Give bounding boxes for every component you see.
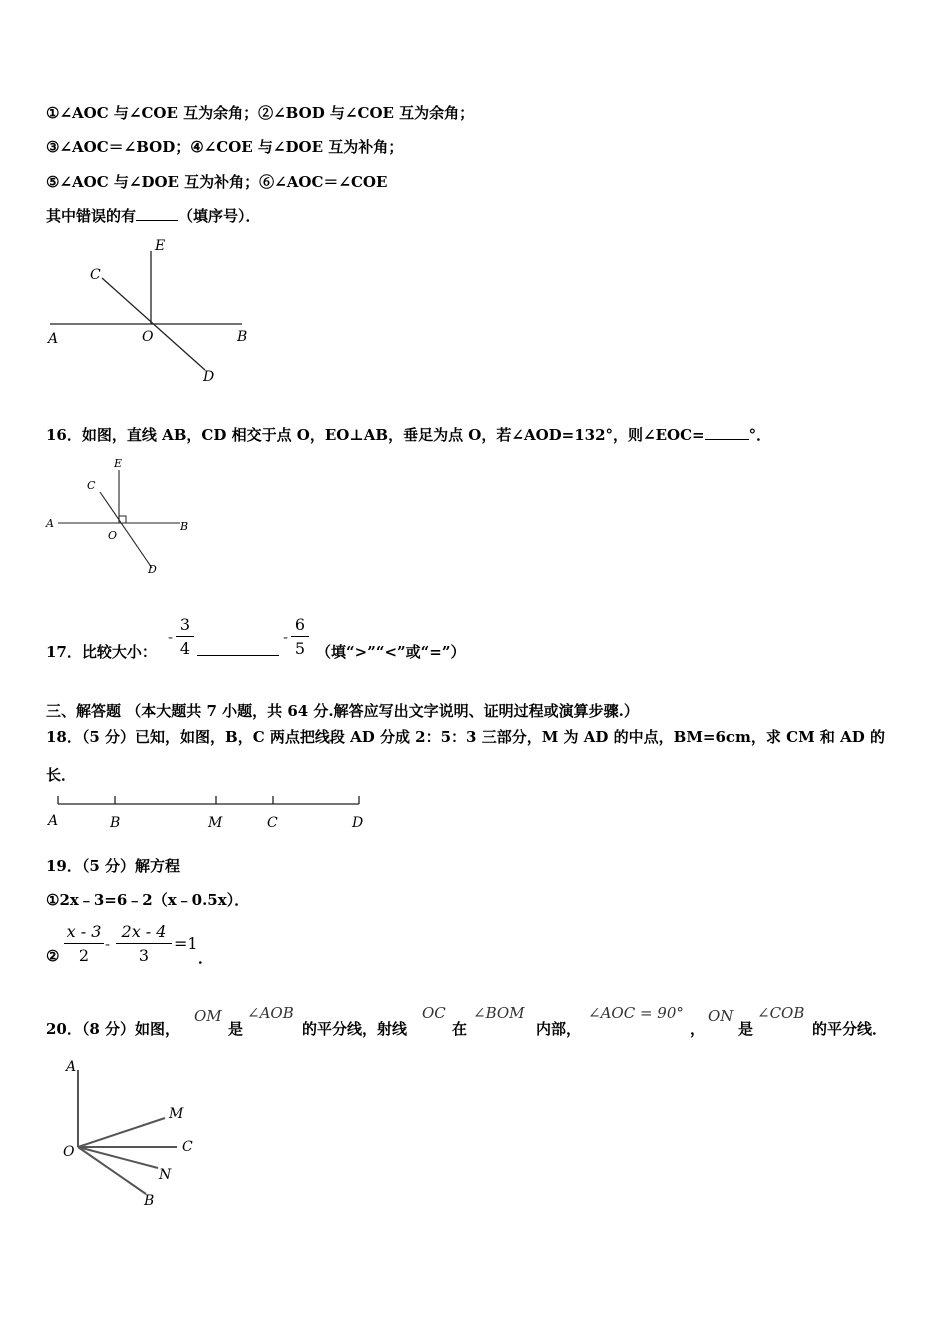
q17-hint: （填“>”“<”或“=”） — [316, 643, 466, 661]
q20-label-o: O — [63, 1144, 75, 1160]
q16-label-o: O — [108, 529, 118, 542]
q15-figure — [40, 235, 270, 390]
q15-option-line-1: ①∠AOC 与∠COE 互为余角；②∠BOD 与∠COE 互为余角； — [46, 104, 475, 122]
q16-question — [46, 424, 771, 445]
q18-label-c: C — [267, 815, 278, 831]
q19-eq2-frac2-denominator: 3 — [138, 946, 150, 965]
q18-label-a: A — [48, 813, 59, 829]
q19-eq2-end: ． — [198, 949, 214, 967]
q20-text-2: 在 — [452, 1020, 468, 1038]
q19-eq2-frac2-numerator: 2x - 4 — [121, 922, 167, 941]
q15-answer-prompt — [46, 205, 261, 226]
q16-label-e: E — [114, 457, 123, 470]
q20-is-1: 是 — [228, 1020, 244, 1038]
q17-fraction-2 — [291, 615, 309, 658]
q19-title: 19．（5 分）解方程 — [46, 857, 181, 875]
q19-eq2-fraction-2 — [116, 922, 172, 965]
q15-label-e: E — [155, 238, 166, 254]
q16-answer-blank — [705, 439, 749, 440]
q15-label-c: C — [90, 267, 101, 283]
q16-label-b: B — [180, 520, 189, 533]
q18-label-b: B — [110, 815, 121, 831]
q20-angle-aob: ∠AOB — [247, 1004, 294, 1022]
q15-prompt-text: 其中错误的有 — [46, 207, 137, 225]
q20-label-b: B — [144, 1193, 155, 1209]
q15-label-d: D — [203, 369, 215, 385]
q18-question-line-2: 长． — [46, 766, 77, 784]
q20-angle-bom: ∠BOM — [473, 1004, 525, 1022]
q17-frac1-sign: - — [168, 628, 174, 646]
q17-frac2-sign: - — [283, 628, 289, 646]
q19-equation-2-marker: ② — [46, 947, 60, 965]
q15-option-line-2: ③∠AOC＝∠BOD；④∠COE 与∠DOE 互为补角； — [46, 138, 404, 156]
q19-eq2-fraction-1 — [64, 922, 104, 965]
q20-label-a: A — [66, 1059, 77, 1075]
q16-label-c: C — [87, 479, 96, 492]
q20-figure — [52, 1055, 212, 1215]
q18-segment-figure — [44, 788, 374, 836]
q17-frac2-numerator: 6 — [294, 615, 306, 634]
q16-figure — [42, 452, 202, 582]
q20-label: 20．（8 分）如图， — [46, 1020, 181, 1038]
q15-label-b: B — [237, 329, 248, 345]
q20-angle-aoc: ∠AOC = 90° — [588, 1004, 684, 1022]
q17-frac1-denominator: 4 — [179, 639, 191, 658]
q18-question-line-1: 18．（5 分）已知，如图，B，C 两点把线段 AD 分成 2：5：3 三部分，M 为 AD 的中点，BM=6cm，求 CM 和 AD 的 — [46, 728, 886, 746]
q20-oc: OC — [422, 1004, 446, 1022]
q19-eq2-frac1-denominator: 2 — [78, 946, 90, 965]
q17-fraction-1 — [176, 615, 194, 658]
q16-text: 16．如图，直线 AB，CD 相交于点 O，EO⊥AB，垂足为点 O，若∠AOD=132°，则∠EOC= — [46, 426, 705, 444]
q17-answer-blank — [197, 655, 279, 656]
q20-text-1: 的平分线，射线 — [302, 1020, 408, 1038]
q18-label-m: M — [208, 815, 223, 831]
q17-frac1-numerator: 3 — [179, 615, 191, 634]
q18-label-d: D — [352, 815, 364, 831]
q15-answer-blank — [136, 220, 178, 221]
q15-prompt-suffix: （填序号）． — [178, 207, 261, 225]
q16-text-suffix: °． — [748, 426, 772, 444]
section-3-title: 三、解答题 （本大题共 7 小题，共 64 分.解答应写出文字说明、证明过程或演算步骤.） — [46, 702, 639, 720]
q17-label: 17．比较大小： — [46, 643, 157, 661]
q17-frac2-denominator: 5 — [294, 639, 306, 658]
q20-label-m: M — [169, 1106, 184, 1122]
q20-label-c: C — [182, 1139, 193, 1155]
q15-option-line-3: ⑤∠AOC 与∠DOE 互为补角；⑥∠AOC＝∠COE — [46, 173, 388, 191]
q16-label-a: A — [46, 517, 54, 530]
q19-eq2-minus: - — [105, 935, 111, 953]
q19-eq2-frac1-numerator: x - 3 — [66, 922, 102, 941]
q20-angle-cob: ∠COB — [757, 1004, 805, 1022]
q20-text-4: 的平分线． — [812, 1020, 888, 1038]
q20-text-3: 内部， — [536, 1020, 582, 1038]
q15-label-a: A — [48, 331, 59, 347]
q20-is-2: 是 — [738, 1020, 754, 1038]
q19-equation-1: ①2x﹣3=6﹣2（x﹣0.5x）． — [46, 891, 250, 909]
q20-om: OM — [194, 1007, 222, 1025]
q20-on: ON — [708, 1007, 734, 1025]
q20-label-n: N — [159, 1167, 172, 1183]
q19-eq2-rhs: =1 — [174, 934, 198, 953]
q16-label-d: D — [148, 563, 157, 576]
q20-comma: ， — [690, 1020, 706, 1038]
q15-label-o: O — [142, 329, 154, 345]
